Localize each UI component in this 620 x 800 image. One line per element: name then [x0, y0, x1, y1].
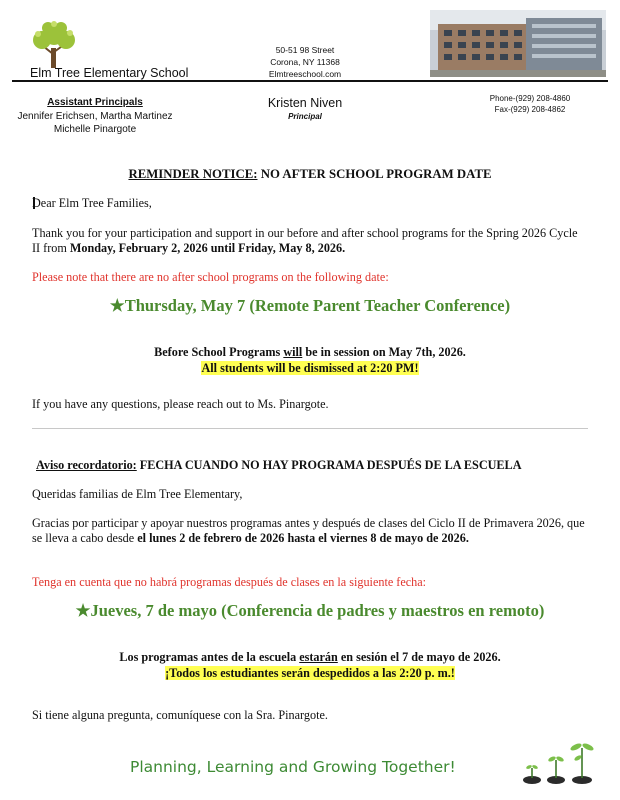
assistant-principals-title: Assistant Principals: [47, 97, 143, 108]
english-before-school: [32, 345, 588, 360]
english-heading-label: REMINDER NOTICE:: [128, 167, 258, 181]
spanish-dismissal: ¡Todos los estudiantes serán despedidos a las 2:20 p. m.!: [165, 666, 455, 680]
spanish-heading-text: FECHA CUANDO NO HAY PROGRAMA DESPUÉS DE LA ESCUELA: [136, 458, 522, 472]
english-date-text: Thursday, May 7 (Remote Parent Teacher Conference): [124, 296, 511, 315]
spanish-intro: [32, 516, 588, 546]
principal-name: Kristen Niven: [267, 96, 343, 110]
fax-number: Fax-(929) 208-4862: [494, 105, 566, 114]
english-note: Please note that there are no after school programs on the following date:: [32, 270, 389, 284]
english-dismissal: All students will be dismissed at 2:20 PM!: [201, 361, 419, 375]
principal-title: Principal: [288, 112, 322, 121]
spanish-heading-label: Aviso recordatorio:: [36, 458, 137, 472]
footer-slogan: Planning, Learning and Growing Together!: [130, 758, 456, 776]
address-line: 50-51 98 Street: [275, 45, 335, 55]
english-heading: [32, 167, 588, 182]
assistant-principals-names: Michelle Pinargote: [53, 124, 137, 135]
spanish-note: Tenga en cuenta que no habrá programas después de clases en la siguiente fecha:: [32, 575, 427, 589]
english-intro: [32, 226, 588, 256]
school-building-photo: [430, 10, 606, 77]
assistant-principals-names: Jennifer Erichsen, Martha Martinez: [17, 110, 173, 122]
english-intro-dates: Monday, February 2, 2026 until Friday, May 8, 2026.: [69, 241, 346, 255]
address-line: Corona, NY 11368: [270, 57, 340, 67]
tree-logo-icon: [26, 20, 82, 72]
header-divider: [12, 80, 608, 82]
star-icon: ★: [109, 296, 125, 315]
english-before-text: Before School Programs: [154, 345, 284, 359]
spanish-dismissal-line: [32, 666, 588, 681]
spanish-before-school: [32, 650, 588, 665]
contact-block: [460, 93, 600, 115]
sprouts-icon: [520, 736, 600, 786]
star-icon: ★: [75, 601, 91, 620]
assistant-principals-block: [10, 96, 180, 137]
spanish-before-text-end: en sesión el 7 de mayo de 2026.: [337, 650, 501, 664]
spanish-date-text: Jueves, 7 de mayo (Conferencia de padres y maestros en remoto): [90, 601, 545, 620]
english-date-line: [32, 298, 588, 313]
english-heading-text: NO AFTER SCHOOL PROGRAM DATE: [257, 167, 492, 181]
principal-block: [230, 96, 380, 121]
spanish-before-text: Los programas antes de la escuela: [119, 650, 300, 664]
english-dismissal-line: [32, 361, 588, 376]
english-intro-text: Thank you for your participation and support in our before and after school programs for the Spring 2026 Cycle II from: [32, 226, 578, 255]
section-divider: [32, 428, 588, 429]
school-address: [230, 44, 380, 80]
phone-number: Phone-(929) 208-4860: [489, 94, 571, 103]
school-name: Elm Tree Elementary School: [30, 66, 189, 80]
english-before-emphasis: will: [283, 345, 303, 359]
english-questions: If you have any questions, please reach out to Ms. Pinargote.: [32, 397, 329, 411]
english-greeting: Dear Elm Tree Families,: [32, 196, 152, 210]
spanish-questions: Si tiene alguna pregunta, comuníquese con la Sra. Pinargote.: [32, 708, 328, 722]
spanish-intro-text: Gracias por participar y apoyar nuestros programas antes y después de clases del Ciclo II de Primavera 2026, que se lleva a cabo desde: [32, 516, 585, 545]
spanish-greeting: Queridas familias de Elm Tree Elementary,: [32, 487, 243, 501]
english-before-text-end: be in session on May 7th, 2026.: [302, 345, 466, 359]
spanish-intro-dates: el lunes 2 de febrero de 2026 hasta el viernes 8 de mayo de 2026.: [137, 531, 469, 545]
address-line: Elmtreeschool.com: [268, 69, 342, 79]
spanish-date-line: [32, 603, 588, 618]
spanish-heading: [36, 458, 592, 473]
spanish-before-emphasis: estarán: [299, 650, 338, 664]
